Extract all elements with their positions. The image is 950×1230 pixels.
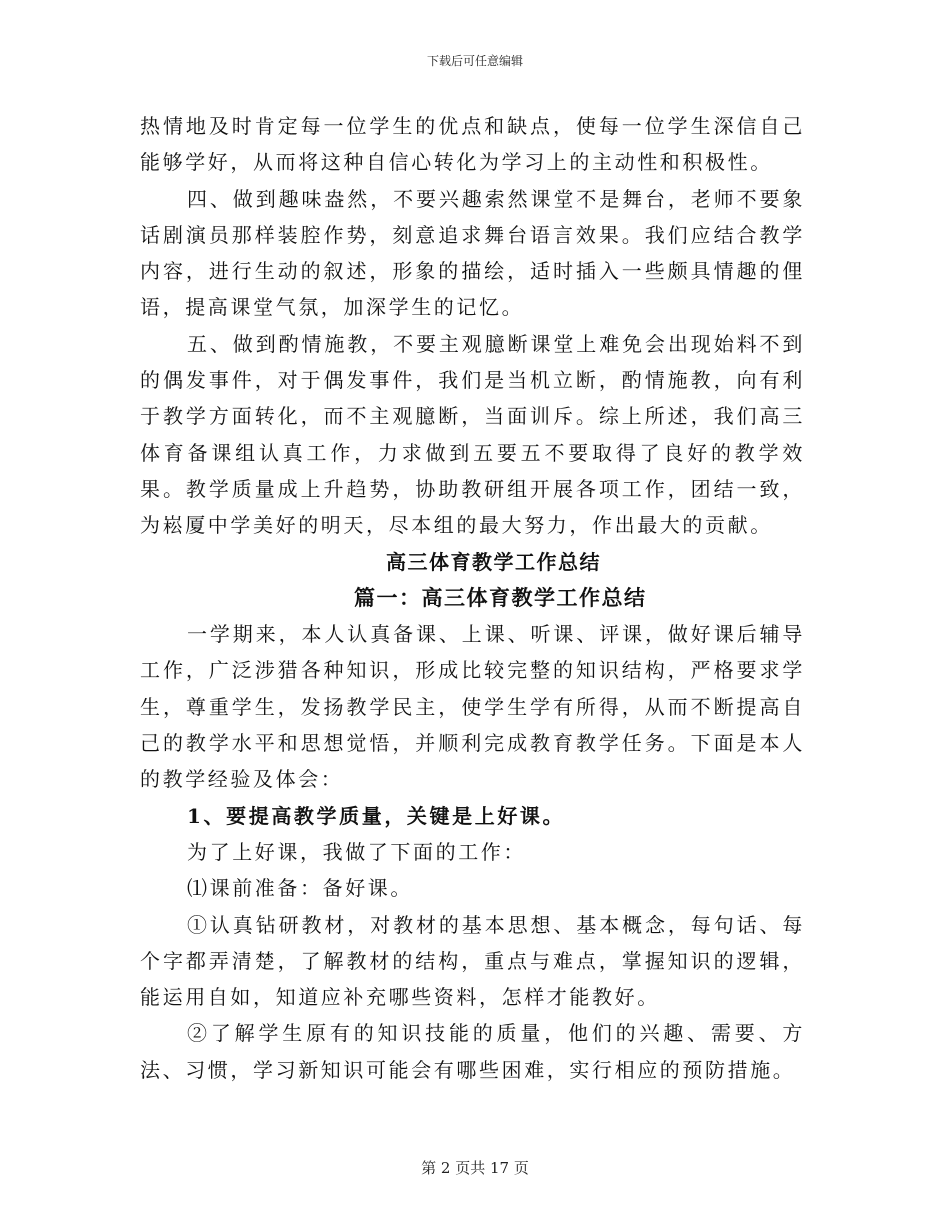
section-heading-1: 1、要提高教学质量，关键是上好课。 bbox=[187, 803, 566, 828]
paragraph-point-four: 四、做到趣味盎然，不要兴趣索然课堂不是舞台，老师不要象话剧演员那样装腔作势，刻意追求舞台语言效果。我们应结合教学内容，进行生动的叙述，形象的描绘，适时插入一些颇具情趣的俚语，提高课堂气氛，加深学生的记忆。 bbox=[140, 186, 805, 320]
paragraph-study-materials: ①认真钻研教材，对教材的基本思想、基本概念，每句话、每个字都弄清楚，了解教材的结构，重点与难点，掌握知识的逻辑，能运用自如，知道应补充哪些资料，怎样才能教好。 bbox=[140, 912, 805, 1010]
chapter-title: 篇一：高三体育教学工作总结 bbox=[354, 584, 647, 610]
paragraph-preparation: ⑴课前准备：备好课。 bbox=[187, 876, 413, 901]
paragraph-intro: 一学期来，本人认真备课、上课、听课、评课，做好课后辅导工作，广泛涉猎各种知识，形成比较完整的知识结构，严格要求学生，尊重学生，发扬教学民主，使学生学有所得，从而不断提高自己的教学水平和思想觉悟，并顺利完成教育教学任务。下面是本人的教学经验及体会： bbox=[140, 622, 805, 792]
paragraph-praise-students: 热情地及时肯定每一位学生的优点和缺点，使每一位学生深信自己能够学好，从而将这种自信心转化为学习上的主动性和积极性。 bbox=[140, 114, 805, 175]
paragraph-work-done: 为了上好课，我做了下面的工作： bbox=[187, 839, 526, 864]
document-body bbox=[140, 108, 805, 1088]
paragraph-understand-students: ②了解学生原有的知识技能的质量，他们的兴趣、需要、方法、习惯，学习新知识可能会有哪些困难，实行相应的预防措施。 bbox=[140, 1021, 805, 1082]
paragraph-point-five: 五、做到酌情施教，不要主观臆断课堂上难免会出现始料不到的偶发事件，对于偶发事件，我们是当机立断，酌情施教，向有利于教学方面转化，而不主观臆断，当面训斥。综上所述，我们高三体育备课组认真工作，力求做到五要五不要取得了良好的教学效果。教学质量成上升趋势，协助教研组开展各项工作，团结一致，为崧厦中学美好的明天，尽本组的最大努力，作出最大的贡献。 bbox=[140, 331, 805, 538]
page-header: 下载后可任意编辑 bbox=[426, 54, 523, 68]
page-footer: 第 2 页共 17 页 bbox=[421, 1159, 529, 1177]
document-title: 高三体育教学工作总结 bbox=[386, 549, 601, 574]
